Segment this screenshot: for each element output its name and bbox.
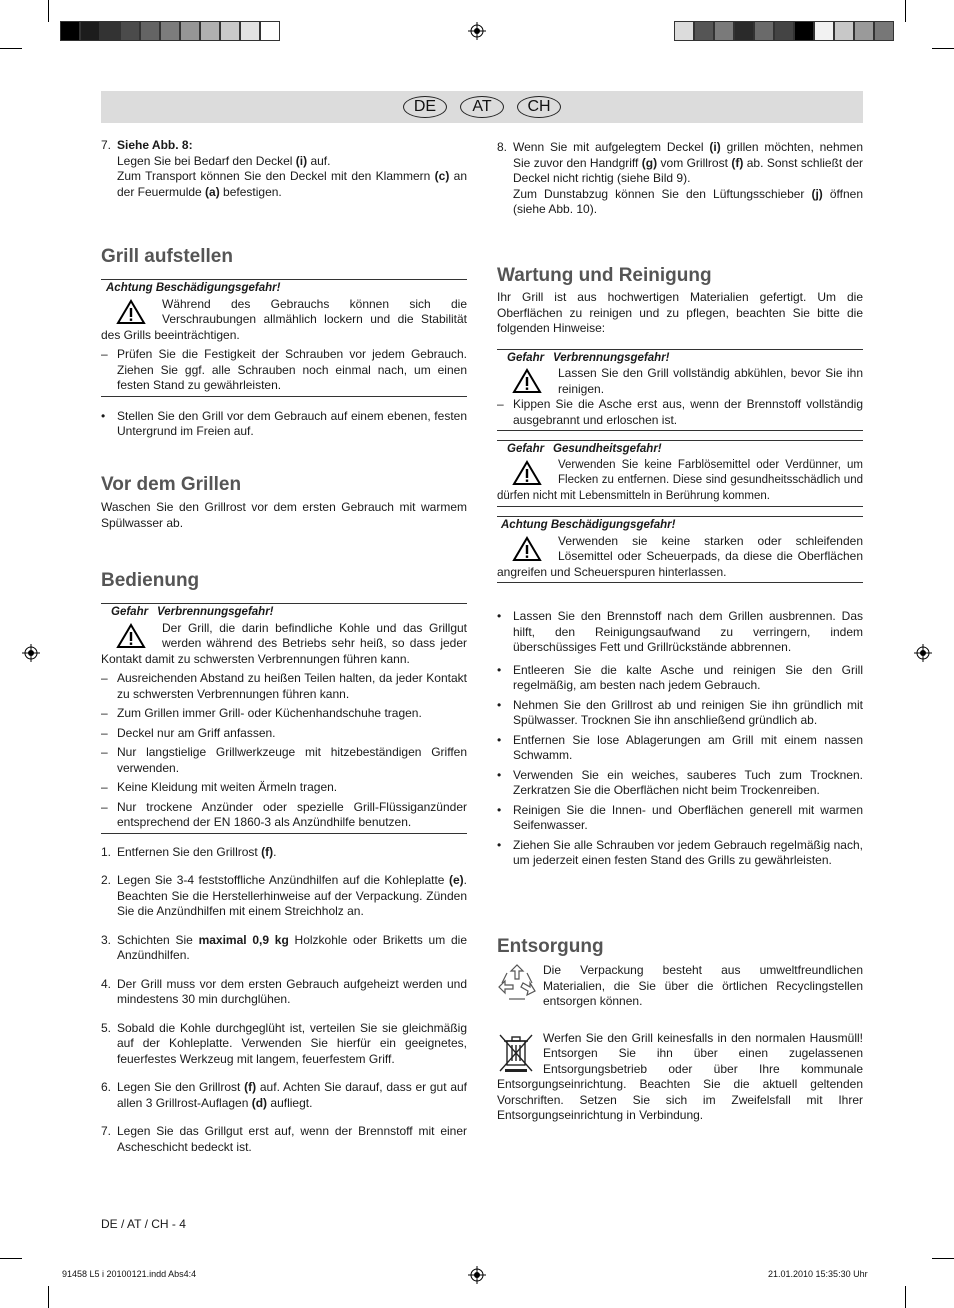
warning-triangle-icon bbox=[512, 536, 542, 562]
disposal-section: Entsorgung Die Verpackung besteht aus umweltfreundlichen Materialien, die Sie über die örtlichen Recyclingstellen entsorgen können. Werfen Sie den Grill keinesfalls in den normalen Hausmüll! Entsorgen Sie ihn über einen zugelassenen Entsorgungsbetrieb oder über Ihre kommunale Entsorgungseinrichtung. Beachten Sie die aktuell geltenden Vorschriften. Setzen Sie sich im Zweifelsfall mit Ihrer Entsorgungseinrichtung in Verbindung. bbox=[497, 936, 863, 1122]
warning-box: Achtung Beschädigungsgefahr! Verwenden sie keine starken oder schleifenden Lösemittel oder Scheuerpads, da diese die Oberflächen angreifen und Scheuerspuren hinterlassen. bbox=[497, 516, 863, 583]
section-title: Grill aufstellen bbox=[101, 246, 233, 267]
list-item: • Stellen Sie den Grill vor dem Gebrauch auf einem ebenen, festen Untergrund im Freien auf. bbox=[101, 408, 467, 438]
crop-mark bbox=[48, 0, 49, 22]
section-title: Wartung und Reinigung bbox=[497, 265, 712, 286]
color-bar-left bbox=[60, 21, 280, 41]
crop-mark bbox=[0, 1258, 22, 1259]
list-item: – Prüfen Sie die Festigkeit der Schrauben vor jedem Gebrauch. Ziehen Sie ggf. alle Schrauben noch einmal nach, um einen festen Stand zu gewährleisten. bbox=[101, 347, 467, 392]
country-badge-de: DE bbox=[403, 96, 447, 118]
step-7: 7. Siehe Abb. 8: Legen Sie bei Bedarf den Deckel (i) auf. Zum Transport können Sie den Deckel mit den Klammern (c) an der Feuermulde (a) befestigen. bbox=[101, 138, 467, 199]
warning-box: Achtung Beschädigungsgefahr! Während des Gebrauchs können sich die Verschraubungen allmählich lockern und die Stabilität des Grills beeinträchtigen. – Prüfen Sie die Festigkeit der Schrauben vor jedem Gebrauch. Ziehen Sie ggf. alle Schrauben noch einmal nach, um einen festen Stand zu gewährleisten. bbox=[101, 279, 467, 397]
color-bar-right bbox=[674, 21, 894, 41]
color-swatch bbox=[794, 21, 814, 41]
warning-box: Gefahr Gesundheitsgefahr! Verwenden Sie keine Farblösemittel oder Verdünner, um Flecken zu entfernen. Diese sind gesundheitsschädlich und dürfen nicht mit Lebensmitteln in Berührung kommen. bbox=[497, 440, 863, 507]
list-item: • Entfernen Sie lose Ablagerungen am Grill mit einem nassen Schwamm. bbox=[497, 732, 863, 762]
color-swatch bbox=[160, 21, 180, 41]
color-swatch bbox=[220, 21, 240, 41]
step-8: 8. Wenn Sie mit aufgelegtem Deckel (i) grillen möchten, nehmen Sie zuvor den Handgriff (g) vom Grillrost (f) ab. Sonst schließt der Deckel nicht richtig (siehe Bild 9). Zum Dunstabzug können Sie den Lüftungsschieber (j) öffnen (siehe Abb. 10). bbox=[497, 140, 864, 216]
color-swatch bbox=[140, 21, 160, 41]
warning-triangle-icon bbox=[512, 368, 542, 394]
list-item: • Reinigen Sie die Innen- und Oberflächen generell mit warmen Seifenwasser. bbox=[497, 802, 863, 832]
registration-mark-icon bbox=[468, 22, 486, 40]
crop-mark bbox=[905, 0, 906, 22]
color-swatch bbox=[734, 21, 754, 41]
step-4: 4. Der Grill muss vor dem ersten Gebrauch aufgeheizt werden und mindestens 30 min durchglühen. bbox=[101, 976, 467, 1006]
color-swatch bbox=[674, 21, 694, 41]
list-item: • Ziehen Sie alle Schrauben vor jedem Gebrauch regelmäßig nach, um jederzeit einen festen Stand des Grills zu gewährleisten. bbox=[497, 837, 863, 867]
list-item: – Keine Kleidung mit weiten Ärmeln tragen. bbox=[101, 780, 338, 794]
warning-triangle-icon bbox=[116, 623, 146, 649]
color-swatch bbox=[60, 21, 80, 41]
recycle-icon bbox=[497, 963, 537, 1003]
file-name: 91458 L5 i 20100121.indd Abs4:4 bbox=[62, 1269, 197, 1279]
crop-mark bbox=[932, 48, 954, 49]
color-swatch bbox=[694, 21, 714, 41]
color-swatch bbox=[714, 21, 734, 41]
color-swatch bbox=[834, 21, 854, 41]
registration-mark-icon bbox=[914, 644, 932, 662]
warning-triangle-icon bbox=[116, 299, 146, 325]
list-item: • Verwenden Sie ein weiches, sauberes Tuch zum Trocknen. Zerkratzen Sie die Oberflächen nicht beim Trockenreiben. bbox=[497, 767, 863, 797]
country-badge-ch: CH bbox=[517, 96, 561, 118]
registration-mark-icon bbox=[468, 1266, 486, 1284]
crop-mark bbox=[48, 1286, 49, 1308]
registration-mark-icon bbox=[22, 644, 40, 662]
print-date: 21.01.2010 15:35:30 Uhr bbox=[768, 1269, 868, 1279]
warning-box: Gefahr Verbrennungsgefahr! Der Grill, die darin befindliche Kohle und das Grillgut werden während des Betriebs sehr heiß, so dass jeder Kontakt damit zu schwersten Verbrennungen führen kann. – Ausreichenden Abstand zu heißen Teilen halten, da jeder Kontakt zu schwersten Verbrennungen führen kann. – Zum Grillen immer Grill- oder Küchenhandschuhe tragen. – Deckel nur am Griff anfassen. – Nur langstielige Grillwerkzeuge mit hitzebeständigen Griffen verwenden. – Keine Kleidung mit weiten Ärmeln tragen. – Nur trockene Anzünder oder spezielle Grill-Flüssiganzünder entsprechend der EN 1860-3 als Anzündhilfe benutzen. bbox=[101, 603, 467, 834]
list-item: – Nur langstielige Grillwerkzeuge mit hitzebeständigen Griffen verwenden. bbox=[101, 745, 467, 775]
step-6: 6. Legen Sie den Grillrost (f) auf. Achten Sie darauf, dass er gut auf allen 3 Grillrost-Auflagen (d) aufliegt. bbox=[101, 1080, 468, 1110]
crossed-bin-icon bbox=[497, 1033, 535, 1073]
color-swatch bbox=[874, 21, 894, 41]
before-section: Vor dem Grillen Waschen Sie den Grillrost vor dem ersten Gebrauch mit warmem Spülwasser ab. bbox=[101, 474, 467, 530]
color-swatch bbox=[200, 21, 220, 41]
warning-triangle-icon bbox=[512, 460, 542, 486]
crop-mark bbox=[905, 1286, 906, 1308]
color-swatch bbox=[120, 21, 140, 41]
section-title: Entsorgung bbox=[497, 936, 604, 957]
color-swatch bbox=[80, 21, 100, 41]
list-item: – Kippen Sie die Asche erst aus, wenn der Brennstoff vollständig ausgebrannt und erloschen ist. bbox=[497, 397, 863, 427]
list-item: – Deckel nur am Griff anfassen. bbox=[101, 725, 276, 740]
list-item: – Nur trockene Anzünder oder spezielle Grill-Flüssiganzünder entsprechend der EN 1860-3 als Anzündhilfe benutzen. bbox=[101, 799, 467, 829]
setup-section bbox=[101, 246, 467, 440]
page-number: DE / AT / CH - 4 bbox=[101, 1217, 186, 1231]
list-item: • Lassen Sie den Brennstoff nach dem Grillen ausbrennen. Das hilft, den Reinigungsaufwand zu verringern, indem überschüssiges Fett und Grillrückstände abbrennen. bbox=[497, 609, 863, 654]
color-swatch bbox=[814, 21, 834, 41]
care-section: Wartung und Reinigung Ihr Grill ist aus hochwertigen Materialien gefertigt. Um die Oberflächen zu reinigen und zu pflegen, beachten Sie bitte die folgenden Hinweise: Gefahr Verbrennungsgefahr! Lassen Sie den Grill vollständig abkühlen, bevor Sie ihn reinigen. – Kippen Sie die Asche erst aus, wenn der Brennstoff vollständig ausgebrannt und erloschen ist. Gefahr Gesundheitsgefahr! Verwenden Sie keine Farblösemittel oder Verdünner, um Flecken zu entfernen. Diese sind gesundheitsschädlich und dürfen nicht mit Lebensmitteln in Berührung kommen. Achtung Beschädigungsgefahr! Verwenden sie keine starken oder schleifenden Lösemittel oder Scheuerpads, da diese die Oberflächen angreifen und Scheuerspuren hinterlassen. • Lassen Sie den Brennstoff nach dem Grillen ausbrennen. Das hilft, den Reinigungsaufwand zu verringern, indem überschüssiges Fett und Grillrückstände abbrennen. • Entleeren Sie die kalte Asche und reinigen Sie den Grill regelmäßig, am besten nach jedem Gebrauch. • Nehmen Sie den Grillrost ab und reinigen Sie ihn gründlich mit Spülwasser. Trocknen Sie ihn anschließend gründlich ab. • Entfernen Sie lose Ablagerungen am Grill mit einem nassen Schwamm. • Verwenden Sie ein weiches, sauberes Tuch zum Trocknen. Zerkratzen Sie die Oberflächen nicht beim Trockenreiben. • Reinigen Sie die Innen- und Oberflächen generell mit warmen Seifenwasser. • Ziehen Sie alle Schrauben vor jedem Gebrauch regelmäßig nach, um jederzeit einen festen Stand des Grills zu gewährleisten. bbox=[497, 265, 863, 867]
section-title: Bedienung bbox=[101, 570, 200, 591]
warning-box: Gefahr Verbrennungsgefahr! Lassen Sie den Grill vollständig abkühlen, bevor Sie ihn reinigen. – Kippen Sie die Asche erst aus, wenn der Brennstoff vollständig ausgebrannt und erloschen ist. bbox=[497, 349, 863, 432]
step-5: 5. Sobald die Kohle durchgeglüht ist, verteilen Sie sie gleichmäßig auf der Kohleplatte. Verwenden Sie hierfür ein geeignetes, feuerfestes Werkzeug mit langem, feuerfestem Griff. bbox=[101, 1020, 467, 1066]
step-2: 2. Legen Sie 3-4 feststoffliche Anzündhilfen auf die Kohleplatte (e). Beachten Sie die Herstellerhinweise auf der Verpackung. Zünden Sie die Anzündhilfen mit einem Streichholz an. bbox=[101, 873, 467, 918]
left-column bbox=[101, 138, 467, 200]
section-title: Vor dem Grillen bbox=[101, 474, 242, 495]
list-item: – Ausreichenden Abstand zu heißen Teilen halten, da jeder Kontakt zu schwersten Verbrennungen führen kann. bbox=[101, 671, 467, 701]
operation-section bbox=[101, 570, 467, 1155]
color-swatch bbox=[754, 21, 774, 41]
list-item: • Nehmen Sie den Grillrost ab und reinigen Sie ihn gründlich mit Spülwasser. Trocknen Sie ihn anschließend gründlich ab. bbox=[497, 697, 863, 727]
color-swatch bbox=[774, 21, 794, 41]
step-7-op: 7. Legen Sie das Grillgut erst auf, wenn der Brennstoff mit einer Ascheschicht bedeckt ist. bbox=[101, 1124, 467, 1154]
list-item: – Zum Grillen immer Grill- oder Küchenhandschuhe tragen. bbox=[101, 706, 422, 720]
step-3: 3. Schichten Sie maximal 0,9 kg Holzkohle oder Briketts um die Anzündhilfen. bbox=[101, 932, 467, 962]
country-badge-at: AT bbox=[460, 96, 504, 118]
color-swatch bbox=[240, 21, 260, 41]
step-1: 1. Entfernen Sie den Grillrost (f). bbox=[101, 844, 277, 859]
color-swatch bbox=[260, 21, 280, 41]
color-swatch bbox=[180, 21, 200, 41]
list-item: • Entleeren Sie die kalte Asche und reinigen Sie den Grill regelmäßig, am besten nach jedem Gebrauch. bbox=[497, 662, 863, 692]
crop-mark bbox=[0, 48, 22, 49]
crop-mark bbox=[932, 1258, 954, 1259]
color-swatch bbox=[854, 21, 874, 41]
color-swatch bbox=[100, 21, 120, 41]
